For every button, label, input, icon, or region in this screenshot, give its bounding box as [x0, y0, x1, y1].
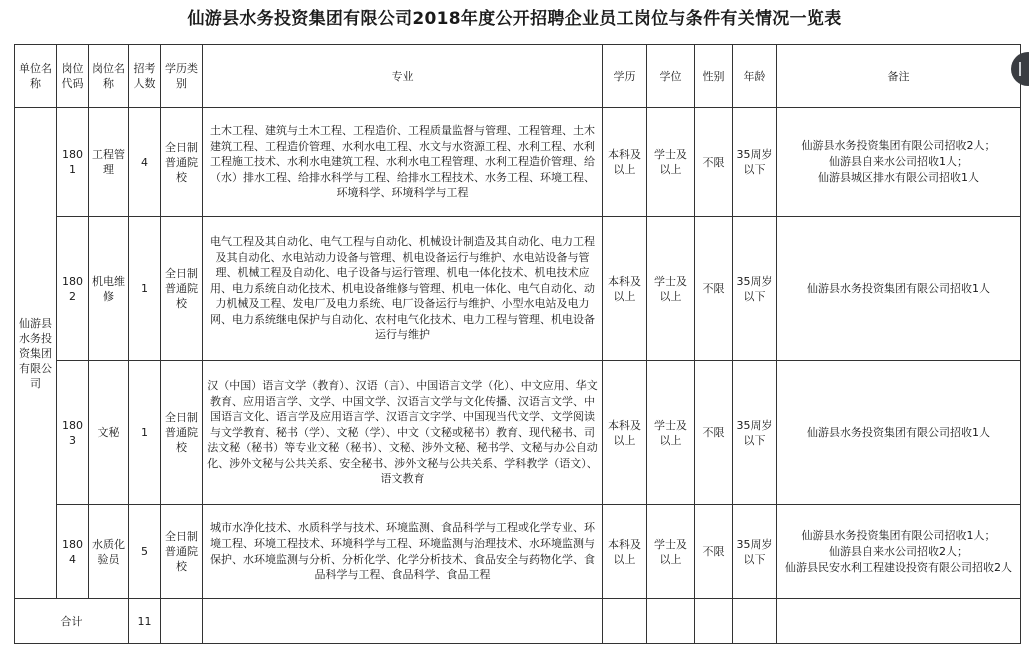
header-education: 学历 [603, 45, 647, 108]
unit-name-cell: 仙游县水务投资集团有限公司 [15, 108, 57, 599]
age-cell: 35周岁以下 [733, 217, 777, 361]
remark-cell [777, 361, 1021, 505]
remark-line: 仙游县水务投资集团有限公司招收2人； [801, 139, 996, 152]
table-row [15, 361, 1021, 505]
code-cell: 1802 [57, 217, 89, 361]
total-label: 合计 [15, 599, 129, 644]
page-title: 仙游县水务投资集团有限公司2018年度公开招聘企业员工岗位与条件有关情况一览表 [187, 9, 842, 29]
age-cell: 35周岁以下 [733, 505, 777, 599]
header-age: 年龄 [733, 45, 777, 108]
table-row [15, 217, 1021, 361]
remark-cell [777, 108, 1021, 217]
header-gender: 性别 [695, 45, 733, 108]
education-cell: 本科及以上 [603, 505, 647, 599]
table-row [15, 108, 1021, 217]
education-cell: 本科及以上 [603, 217, 647, 361]
post-cell: 工程管理 [89, 108, 129, 217]
count-cell: 1 [129, 217, 161, 361]
empty-cell [203, 599, 603, 644]
empty-cell [695, 599, 733, 644]
degree-cell: 学士及以上 [647, 217, 695, 361]
empty-cell [647, 599, 695, 644]
total-row [15, 599, 1021, 644]
empty-cell [733, 599, 777, 644]
recruitment-table [14, 44, 1021, 644]
degree-cell: 学士及以上 [647, 361, 695, 505]
edu-type-cell: 全日制普通院校 [161, 505, 203, 599]
header-degree: 学位 [647, 45, 695, 108]
total-count: 11 [129, 599, 161, 644]
degree-cell: 学士及以上 [647, 108, 695, 217]
count-cell: 1 [129, 361, 161, 505]
remark-line: 仙游县水务投资集团有限公司招收1人； [801, 528, 996, 542]
education-cell: 本科及以上 [603, 108, 647, 217]
remark-cell [777, 217, 1021, 361]
empty-cell [777, 599, 1021, 644]
remark-line: 仙游县水务投资集团有限公司招收1人 [807, 425, 990, 439]
degree-cell: 学士及以上 [647, 505, 695, 599]
header-row [15, 45, 1021, 108]
empty-cell [161, 599, 203, 644]
table-row [15, 505, 1021, 599]
age-cell: 35周岁以下 [733, 361, 777, 505]
gender-cell: 不限 [695, 361, 733, 505]
major-cell: 土木工程、建筑与土木工程、工程造价、工程质量监督与管理、工程管理、土木建筑工程、工程造价管理、水利水电工程、水文与水资源工程、水利工程、水利工程施工技术、水利水电建筑工程、水利水电工程管理、水利工程造价管理、给（水）排水工程、给排水科学与工程、给排水工程技术、水务工程、环境工程、环境科学、环境科学与工程 [203, 108, 603, 217]
gender-cell: 不限 [695, 108, 733, 217]
count-cell: 5 [129, 505, 161, 599]
post-cell: 文秘 [89, 361, 129, 505]
remark-cell [777, 505, 1021, 599]
edu-type-cell: 全日制普通院校 [161, 108, 203, 217]
major-cell: 城市水净化技术、水质科学与技术、环境监测、食品科学与工程或化学专业、环境工程、环境工程技术、环境科学与工程、环境监测与治理技术、水环境监测与保护、水环境监测与分析、分析化学、化学分析技术、食品安全与药物化学、食品科学与工程、食品科学、食品工程 [203, 505, 603, 599]
code-cell: 1801 [57, 108, 89, 217]
header-code: 岗位代码 [57, 45, 89, 108]
code-cell: 1804 [57, 505, 89, 599]
header-edu-type: 学历类别 [161, 45, 203, 108]
remark-line: 仙游县自来水公司招收2人； [829, 544, 968, 558]
header-remark: 备注 [777, 45, 1021, 108]
remark-line: 仙游县城区排水有限公司招收1人 [818, 171, 979, 184]
edu-type-cell: 全日制普通院校 [161, 361, 203, 505]
remark-line: 仙游县水务投资集团有限公司招收1人 [807, 281, 990, 295]
code-cell: 1803 [57, 361, 89, 505]
header-unit: 单位名称 [15, 45, 57, 108]
age-cell: 35周岁以下 [733, 108, 777, 217]
empty-cell [603, 599, 647, 644]
header-count: 招考人数 [129, 45, 161, 108]
gender-cell: 不限 [695, 505, 733, 599]
post-cell: 水质化验员 [89, 505, 129, 599]
header-post: 岗位名称 [89, 45, 129, 108]
education-cell: 本科及以上 [603, 361, 647, 505]
major-cell: 电气工程及其自动化、电气工程与自动化、机械设计制造及其自动化、电力工程及其自动化、水电站动力设备与管理、机电设备运行与维护、水电站设备与管理、机械工程及自动化、电子设备与运行管理、机电一体化技术、机电技术应用、电力系统自动化技术、机电设备维修与管理、机电一体化、电气自动化、动力机械及工程、发电厂及电力系统、电厂设备运行与维护、小型水电站及电力网、电力系统继电保护与自动化、农村电气化技术、电力工程与管理、机电设备运行与维护 [203, 217, 603, 361]
remark-line: 仙游县民安水利工程建设投资有限公司招收2人 [785, 560, 1012, 574]
header-major: 专业 [203, 45, 603, 108]
gender-cell: 不限 [695, 217, 733, 361]
count-cell: 4 [129, 108, 161, 217]
remark-line: 仙游县自来水公司招收1人； [829, 155, 968, 168]
post-cell: 机电维修 [89, 217, 129, 361]
major-cell: 汉（中国）语言文学（教育）、汉语（言）、中国语言文学（化）、中文应用、华文教育、应用语言学、文学、中国文学、汉语言文学与文化传播、汉语言文学、中国语言文化、语言学及应用语言学、汉语言文字学、中国现当代文学、文学阅读与文学教育、秘书（学）、文秘（学）、中文（文秘或秘书）教育、现代秘书、司法文秘（秘书）等专业文秘（秘书）、文秘、涉外文秘、秘书学、文秘与办公自动化、涉外文秘与公共关系、安全秘书、涉外文秘与公共关系、学科教学（语文）、语文教育 [203, 361, 603, 505]
edu-type-cell: 全日制普通院校 [161, 217, 203, 361]
